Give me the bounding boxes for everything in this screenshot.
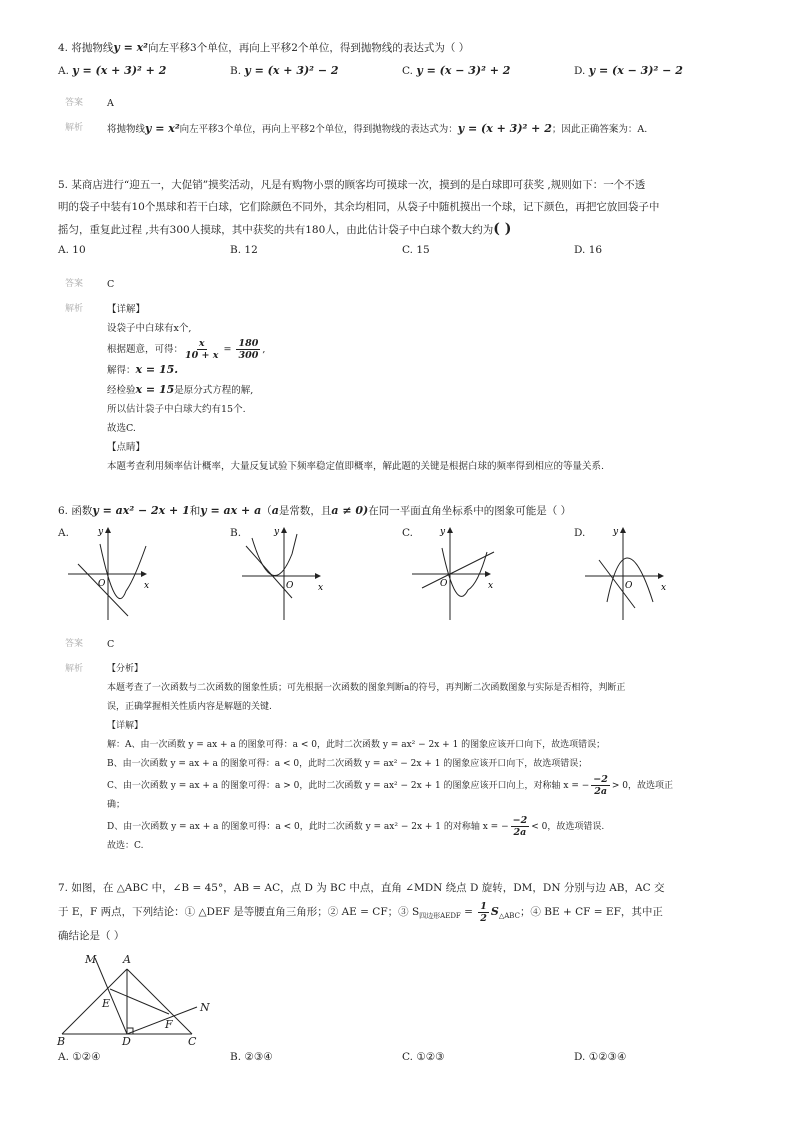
q5-blank-paren: ( ) <box>493 221 512 237</box>
q6-graph-d[interactable] <box>585 524 670 622</box>
label-E: E <box>102 997 111 1010</box>
option-label: B. <box>230 65 242 77</box>
q6-analysis-text2: 误，正确掌握相关性质内容是解题的关键. <box>107 702 272 712</box>
parabola <box>442 548 487 596</box>
q6-stem-pre: 6. 函数 <box>58 505 93 517</box>
axis-y-label: y <box>98 527 104 537</box>
question-7-options <box>58 1046 748 1068</box>
q4-option-b[interactable] <box>230 60 402 82</box>
option-text: ①②③④ <box>588 1051 627 1063</box>
option-label: C. <box>402 65 413 77</box>
parabola <box>100 544 146 599</box>
q5-line2-pre: 根据题意，可得： <box>107 344 184 355</box>
axis-y-label: y <box>440 527 446 537</box>
origin-label: O <box>286 581 294 591</box>
option-label: A. <box>58 244 69 256</box>
option-expr: y = (x + 3)² − 2 <box>244 64 339 77</box>
question-6-stem <box>58 500 748 522</box>
q4-analysis-row <box>65 119 647 139</box>
q6-detail-title: 【详解】 <box>107 721 144 731</box>
q5-line3-expr: x = 15. <box>135 363 179 376</box>
q7-eq: = <box>460 906 477 918</box>
q6-stem-and: 和 <box>189 505 201 517</box>
q7-stem-line3: 确结论是（ ） <box>58 930 125 942</box>
q7-s: S <box>490 905 499 918</box>
q5-line6: 故选C. <box>107 423 136 434</box>
question-7-stem <box>58 877 748 947</box>
parabola <box>252 534 297 576</box>
q5-line4-pre: 经检验 <box>107 385 136 396</box>
label-B: B <box>57 1035 66 1048</box>
frac-num: 1 <box>480 900 487 912</box>
label-F: F <box>165 1018 173 1031</box>
q7-sub-tri: △ABC <box>498 912 520 921</box>
q7-option-a[interactable] <box>58 1046 230 1068</box>
q4-stem-expr: y = x² <box>113 41 149 54</box>
q6-answer-row <box>65 635 114 654</box>
q7-geometry-figure <box>55 950 225 1048</box>
q6-conclusion: 故选：C. <box>107 841 144 851</box>
option-text: 15 <box>416 244 430 256</box>
q4-option-a[interactable] <box>58 60 230 82</box>
option-label: C. <box>402 1051 413 1063</box>
q4-option-c[interactable] <box>402 60 574 82</box>
option-label: B. <box>230 1051 242 1063</box>
q6-graph-c[interactable] <box>412 524 497 622</box>
option-expr: y = (x + 3)² + 2 <box>72 64 167 77</box>
q5-comment: 本题考查利用频率估计概率，大量反复试验下频率稳定值即概率，解此题的关键是根据白球的频率得到相应的等量关系. <box>107 461 605 472</box>
option-label: A. <box>58 65 69 77</box>
q6-analysis-text1: 本题考查了一次函数与二次函数的图象性质；可先根据一次函数的图象判断a的符号，再判断二次函数图象与实际是否相符，判断正 <box>107 683 626 693</box>
origin-label: O <box>98 579 106 589</box>
q6-analysis-title: 【分析】 <box>107 664 144 674</box>
q4-answer: A <box>107 98 114 109</box>
q5-line4-expr: x = 15 <box>135 383 175 396</box>
origin-label: O <box>625 581 633 591</box>
q4-analysis-post: ；因此正确答案为：A. <box>551 124 648 135</box>
option-label: D. <box>574 65 586 77</box>
q6-stem-mid2: 是常数，且 <box>278 505 332 517</box>
q4-analysis-expr1: y = x² <box>145 122 180 135</box>
axis-x-label: x <box>488 581 494 591</box>
q6-line-d-post: < 0，故选项错误. <box>531 822 605 832</box>
q7-stem-line1: 7. 如图，在 △ABC 中，∠B = 45°，AB = AC，点 D 为 BC 中点，直角 ∠MDN 绕点 D 旋转，DM，DN 分别与边 AB，AC 交 <box>58 882 665 894</box>
q6-option-a[interactable]: A. <box>58 527 69 539</box>
q6-option-c[interactable]: C. <box>402 527 413 539</box>
q6-stem-mid: （ <box>261 505 272 517</box>
analysis-label: 解析 <box>65 123 84 133</box>
q5-line5: 所以估计袋子中白球大约有15个. <box>107 404 246 415</box>
axis-x-label: x <box>144 581 150 591</box>
question-5-options <box>58 239 748 261</box>
q6-stem-expr2: y = ax + a <box>200 504 262 517</box>
option-text: ①②④ <box>72 1051 101 1063</box>
option-label: C. <box>402 244 413 256</box>
q6-option-b[interactable]: B. <box>230 527 242 539</box>
q4-stem-post: 向左平移3个单位，再向上平移2个单位，得到抛物线的表达式为（ ） <box>148 42 470 54</box>
q5-comment-title: 【点睛】 <box>107 442 146 453</box>
option-label: D. <box>574 1051 586 1063</box>
option-text: ①②③ <box>416 1051 445 1063</box>
q5-stem-line3: 摇匀，重复此过程 ,共有300人摸球，其中获奖的共有180人，由此估计袋子中白球个数大约为 <box>58 224 494 236</box>
option-label: B. <box>230 244 242 256</box>
q7-stem-line2-pre: 于 E，F 两点，下列结论：① △DEF 是等腰直角三角形；② AE = CF；③ S <box>58 906 420 918</box>
q5-stem-line1: 5. 某商店进行“迎五一，大促销”摸奖活动，凡是有购物小票的顾客均可摸球一次，摸到的是白球即可获奖 ,规则如下：一个不透 <box>58 179 646 191</box>
label-A: A <box>123 953 131 966</box>
q6-option-d[interactable]: D. <box>574 527 586 539</box>
frac-num: −2 <box>512 815 528 826</box>
option-text: 16 <box>588 244 603 256</box>
q6-line-c-cont: 确； <box>107 800 126 810</box>
q6-line-a: 解：A、由一次函数 y = ax + a 的图象可得：a < 0，此时二次函数 y = ax² − 2x + 1 的图象应该开口向下，故选项错误； <box>107 740 606 750</box>
q5-option-d[interactable] <box>574 239 746 261</box>
q5-line4-post: 是原分式方程的解, <box>174 385 254 396</box>
label-D: D <box>122 1035 131 1048</box>
frac-den: 300 <box>238 350 259 361</box>
q6-graph-b[interactable] <box>242 524 327 622</box>
q6-graph-a[interactable] <box>68 524 153 622</box>
q7-option-b[interactable] <box>230 1046 402 1068</box>
q6-stem-expr1: y = ax² − 2x + 1 <box>92 504 190 517</box>
q5-detail-title: 【详解】 <box>107 304 146 315</box>
origin-label: O <box>440 579 448 589</box>
option-label: D. <box>574 244 586 256</box>
q5-analysis-row: 解析 【详解】 设袋子中白球有x个, 根据题意，可得： $\frac{x}{10 + x}$ = $\frac{180}{300}$ , 解得：x = 15. 经检验x = 15是原分式方程的解, 所以估计袋子中白球大约有15个. 故选C. 【点睛】 本题考查利用频率估计概率，大量反复试验下频率稳定值即概率，解此题的关键是根据白球的频率得到相应的等量关系. <box>65 300 604 476</box>
frac-den: 2 <box>480 912 487 924</box>
q5-option-a[interactable] <box>58 239 230 261</box>
option-expr: y = (x − 3)² + 2 <box>416 64 511 77</box>
q6-line-c-post: > 0，故选项正 <box>611 781 674 791</box>
line <box>422 552 494 588</box>
question-4-stem <box>58 37 748 59</box>
q7-sub-quad: 四边形AEDF <box>419 912 461 921</box>
axis-x-label: x <box>661 583 667 593</box>
axis-y-label: y <box>613 527 619 537</box>
q7-option-d[interactable] <box>574 1046 746 1068</box>
q6-analysis-row <box>65 660 755 856</box>
analysis-label: 解析 <box>65 664 84 674</box>
q6-line-d-pre: D、由一次函数 y = ax + a 的图象可得：a < 0，此时二次函数 y = ax² − 2x + 1 的对称轴 x = − <box>107 822 509 832</box>
line <box>246 546 292 598</box>
q5-line1: 设袋子中白球有x个, <box>107 323 192 334</box>
q5-option-c[interactable] <box>402 239 574 261</box>
answer-label: 答案 <box>65 639 84 649</box>
q6-line-b: B、由一次函数 y = ax + a 的图象可得：a < 0，此时二次函数 y = ax² − 2x + 1 的图象应该开口向下，故选项错误； <box>107 759 588 769</box>
analysis-label: 解析 <box>65 304 84 314</box>
frac-num: 180 <box>238 338 259 349</box>
q6-answer: C <box>107 639 115 650</box>
q6-stem-expr3: a ≠ 0) <box>331 504 369 517</box>
q4-analysis-mid: 向左平移3个单位，再向上平移2个单位，得到抛物线的表达式为： <box>179 124 458 135</box>
option-text: ②③④ <box>244 1051 273 1063</box>
frac-den: 2a <box>513 827 527 838</box>
option-label: A. <box>58 1051 69 1063</box>
q4-analysis-expr2: y = (x + 3)² + 2 <box>457 122 552 135</box>
q6-line-c-pre: C、由一次函数 y = ax + a 的图象可得：a > 0，此时二次函数 y = ax² − 2x + 1 的图象应该开口向上，对称轴 x = − <box>107 781 590 791</box>
q5-answer-row <box>65 275 114 294</box>
option-expr: y = (x − 3)² − 2 <box>588 64 683 77</box>
q7-option-c[interactable] <box>402 1046 574 1068</box>
answer-label: 答案 <box>65 98 84 108</box>
q7-stem-line2-post: ；④ BE + CF = EF，其中正 <box>519 906 663 918</box>
q5-option-b[interactable] <box>230 239 402 261</box>
q4-answer-row <box>65 94 114 113</box>
label-M: M <box>85 953 97 966</box>
option-text: 12 <box>244 244 258 256</box>
q4-analysis-pre: 将抛物线 <box>107 124 146 135</box>
q6-stem-post: 在同一平面直角坐标系中的图象可能是（ ） <box>368 505 572 517</box>
q5-answer: C <box>107 279 115 290</box>
q5-stem-line2: 明的袋子中装有10个黑球和若干白球，它们除颜色不同外，其余均相同，从袋子中随机摸出一个球，记下颜色，再把它放回袋子中 <box>58 201 660 213</box>
axis-x-label: x <box>318 583 324 593</box>
label-C: C <box>188 1035 197 1048</box>
q5-line3-pre: 解得： <box>107 365 136 376</box>
q4-option-d[interactable] <box>574 60 746 82</box>
frac-den: 10 + x <box>185 350 219 361</box>
label-N: N <box>200 1001 210 1014</box>
question-5-stem <box>58 174 748 241</box>
q4-stem-pre: 4. 将抛物线 <box>58 42 114 54</box>
frac-den: 2a <box>594 786 607 797</box>
question-4-options <box>58 60 748 82</box>
axis-y-label: y <box>274 527 280 537</box>
q6-stem-a: a <box>271 504 279 517</box>
option-text: 10 <box>72 244 86 256</box>
frac-num: −2 <box>593 774 608 785</box>
answer-label: 答案 <box>65 279 84 289</box>
frac-num: x <box>198 338 205 349</box>
line <box>78 564 128 616</box>
